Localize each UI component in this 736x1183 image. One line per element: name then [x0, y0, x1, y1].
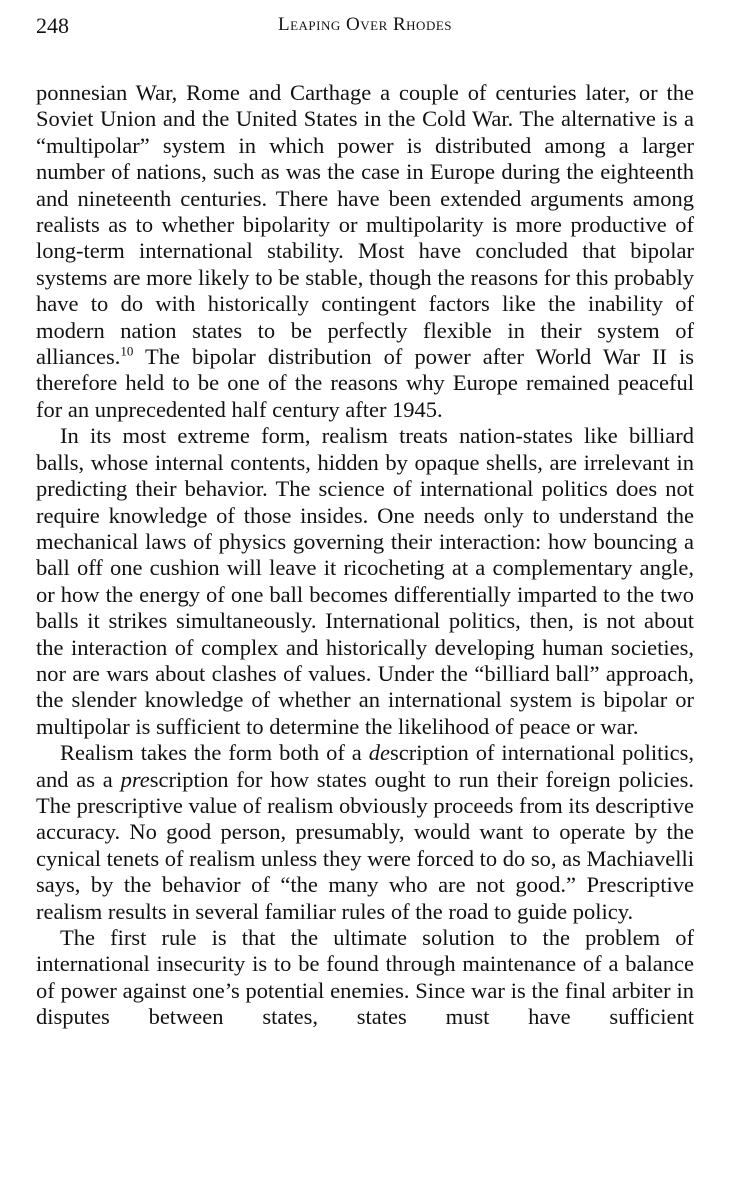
body-text: [36, 80, 694, 1031]
text-segment: scription of international politics, and as a: [36, 740, 694, 792]
italic-segment: de: [368, 740, 390, 766]
running-head: [36, 0, 694, 40]
footnote-reference: 10: [120, 343, 134, 359]
running-title: Leaping Over Rhodes: [278, 14, 452, 35]
paragraph-billiard-balls: [36, 423, 694, 740]
book-page: [36, 0, 694, 1030]
italic-segment: pre: [120, 766, 150, 792]
paragraph-first-rule: [36, 925, 694, 1031]
paragraph-description-prescription: [36, 740, 694, 925]
page-number: 248: [36, 13, 69, 38]
text-segment: The bipolar distribution of power after World War II is therefore held to be one of the reasons why Europe remained peaceful for an unprecedented half century after 1945.: [36, 344, 694, 422]
text-segment: ponnesian War, Rome and Carthage a couple of centuries later, or the Soviet Union and the United States in the Cold War. The alternative is a “multipolar” system in which power is distributed among a larger number of nations, such as was the case in Europe during the eighteenth and nineteenth centuries. There have been extended arguments among realists as to whether bipolarity or multipolarity is more productive of long-term international stability. Most have concluded that bipolar systems are more likely to be stable, though the reasons for this probably have to do with historically contingent factors like the inability of modern nation states to be perfectly flexible in their system of alliances.: [36, 80, 694, 370]
text-segment: scription for how states ought to run their foreign policies. The prescriptive value of realism obviously proceeds from its descriptive accuracy. No good person, presumably, would want to operate by the cynical tenets of realism unless they were forced to do so, as Machiavelli says, by the behavior of “the many who are not good.” Prescriptive realism results in several familiar rules of the road to guide policy.: [36, 766, 694, 924]
text-segment: The first rule is that the ultimate solution to the problem of international insecurity is to be found through maintenance of a balance of power against one’s potential enemies. Since war is the final arbiter in disputes between states, states must have sufficient: [36, 925, 694, 1030]
paragraph-continued: [36, 80, 694, 423]
text-segment: Realism takes the form both of a: [60, 740, 369, 766]
text-segment: In its most extreme form, realism treats nation-states like billiard balls, whose internal contents, hidden by opaque shells, are irrelevant in predicting their behavior. The science of international politics does not require knowledge of those insides. One needs only to understand the mechanical laws of physics governing their interaction: how bouncing a ball off one cushion will leave it ricocheting at a complementary angle, or how the energy of one ball becomes differentially imparted to the two balls it strikes simultaneously. International politics, then, is not about the interaction of complex and historically developing human societies, nor are wars about clashes of values. Under the “billiard ball” approach, the slender knowledge of whether an international system is bipolar or multipolar is sufficient to determine the likelihood of peace or war.: [36, 423, 694, 739]
